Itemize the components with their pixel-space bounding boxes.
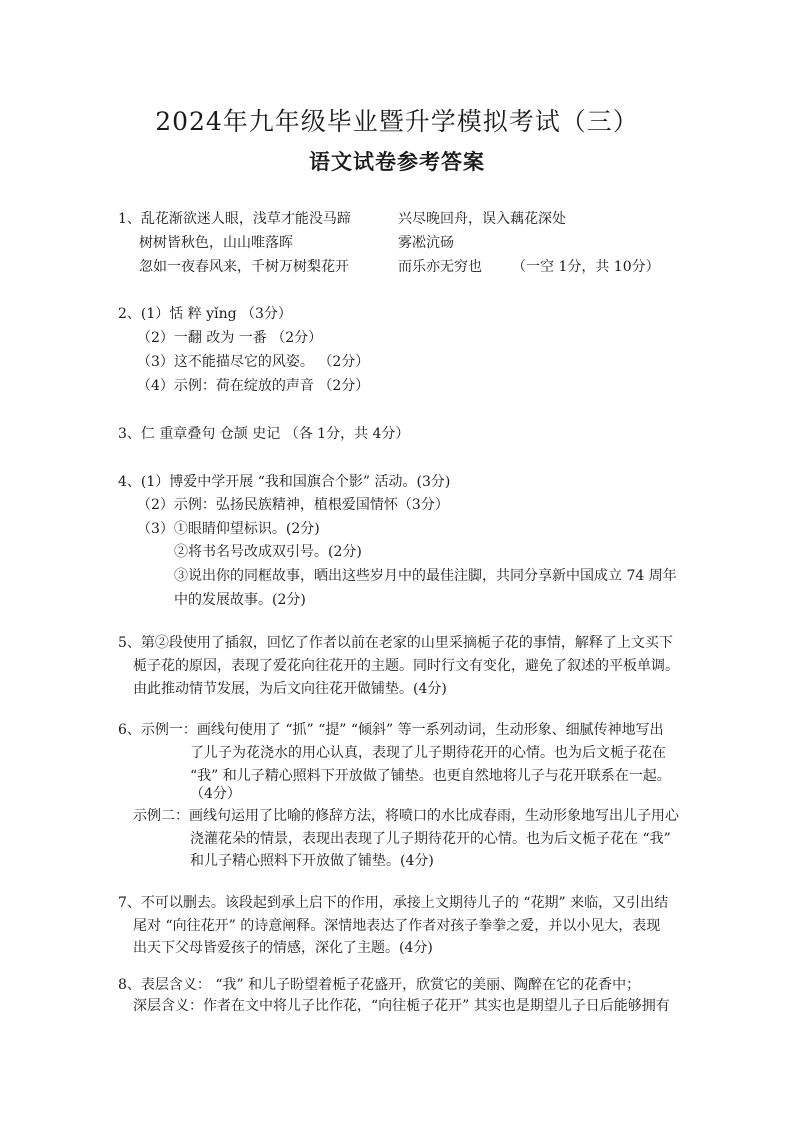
q2-line1: 2、(1）恬 粹 yǐng （3分）: [118, 306, 292, 322]
q1-line3-left: 忽如一夜春风来，千树万树梨花开: [139, 259, 349, 275]
q4-line1: 4、(1）博爱中学开展 “我和国旗合个影” 活动。(3分): [118, 474, 451, 490]
q6-line6: 浇灌花朵的情景，表现出表现了儿子期待花开的心情。也为后文栀子花在 “我”: [190, 831, 671, 847]
q6-line7: 和儿子精心照料下开放做了铺垫。(4分): [190, 853, 434, 869]
q6-line4: （4分）: [190, 786, 241, 802]
q7-line2: 尾对 “向往花开” 的诗意阐释。深情地表达了作者对孩子拳拳之爱，并以小见大，表现: [133, 918, 661, 934]
q5-line1: 5、第②段使用了插叙，回忆了作者以前在老家的山里采摘栀子花的事情，解释了上文买下: [118, 635, 673, 651]
q1-line2-right: 雾凇沆砀: [398, 235, 454, 251]
q8-line2: 深层含义：作者在文中将儿子比作花，“向往栀子花开” 其实也是期望儿子日后能够拥有: [133, 998, 670, 1014]
q7-line1: 7、不可以删去。该段起到承上启下的作用，承接上文期待儿子的 “花期” 来临，又引出结: [118, 895, 669, 911]
q2-line2: （2）一翻 改为 一番 （2分）: [137, 330, 323, 346]
q1-line2-left: 树树皆秋色，山山唯落晖: [139, 235, 293, 251]
q5-line3: 由此推动情节发展，为后文向往花开做铺垫。(4分): [133, 681, 447, 697]
q5-line2: 栀子花的原因，表现了爱花向往花开的主题。同时行文有变化，避免了叙述的平板单调。: [133, 658, 679, 674]
q1-line3-right: 而乐亦无穷也: [398, 259, 482, 275]
q6-line3: “我” 和儿子精心照料下开放做了铺垫。也更自然地将儿子与花开联系在一起。: [190, 768, 671, 784]
q4-line3: （3）①眼睛仰望标识。(2分): [137, 521, 320, 537]
q8-line1: 8、表层含义： “我” 和儿子盼望着栀子花盛开，欣赏它的美丽、陶醉在它的花香中；: [118, 977, 641, 993]
q7-line3: 出天下父母皆爱孩子的情感，深化了主题。(4分): [133, 940, 433, 956]
q1-score: （一空 1分，共 10分）: [512, 259, 660, 275]
q2-line3: （3）这不能描尽它的风姿。 （2分）: [137, 354, 370, 370]
q1-line1-right: 兴尽晚回舟，误入藕花深处: [398, 211, 566, 227]
q6-line1: 6、示例一：画线句使用了 “抓” “提” “倾斜” 等一系列动词，生动形象、细腻传神地写出: [118, 722, 664, 738]
q6-line5: 示例二：画线句运用了比喻的修辞方法，将喷口的水比成春雨，生动形象地写出儿子用心: [133, 808, 679, 824]
q4-line5: ③说出你的同框故事，晒出这些岁月中的最佳注脚，共同分享新中国成立 74 周年: [174, 568, 677, 584]
page-subtitle: 语文试卷参考答案: [309, 149, 485, 174]
page-title: 2024年九年级毕业暨升学模拟考试（三）: [155, 107, 639, 136]
q6-line2: 了儿子为花浇水的用心认真，表现了儿子期待花开的心情。也为后文栀子花在: [190, 745, 666, 761]
q2-line4: （4）示例：荷在绽放的声音 （2分）: [137, 378, 370, 394]
q1-line1-left: 1、乱花渐欲迷人眼，浅草才能没马蹄: [118, 211, 351, 227]
q4-line4: ②将书名号改成双引号。(2分): [174, 544, 362, 560]
q4-line2: （2）示例：弘扬民族精神，植根爱国情怀（3分）: [137, 497, 449, 513]
q3-line1: 3、仁 重章叠句 仓颉 史记 （各 1分，共 4分）: [118, 426, 410, 442]
q4-line6: 中的发展故事。(2分): [174, 592, 306, 608]
